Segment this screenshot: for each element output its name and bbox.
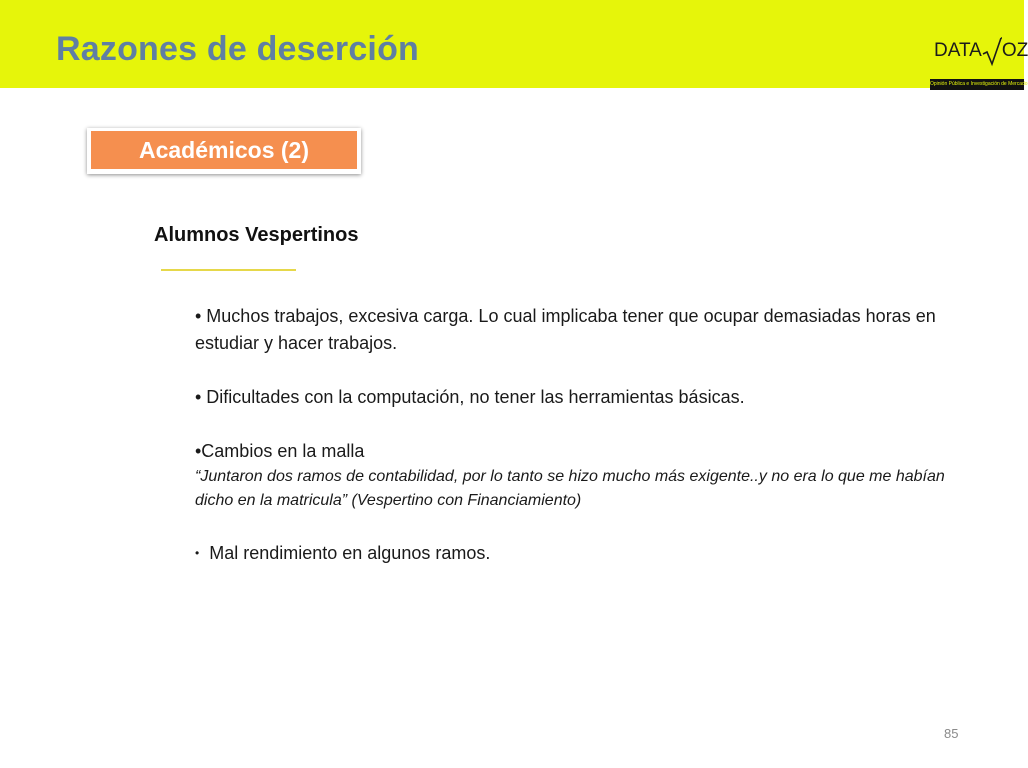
quote-text: “Juntaron dos ramos de contabilidad, por lo tanto se hizo mucho más exigente..y no era lo que me habían dicho en la matricula” (Vespertino con Financiamiento) [195, 468, 945, 509]
bullet-list [195, 303, 975, 567]
subheading: Alumnos Vespertinos [154, 224, 359, 246]
bullet-item: • Muchos trabajos, excesiva carga. Lo cual implicaba tener que ocupar demasiadas horas en estudiar y hacer trabajos. [195, 306, 936, 353]
check-v-icon [982, 36, 1002, 66]
datavoz-logo [928, 34, 1028, 90]
section-tag [87, 128, 361, 174]
bullet-item-text: Mal rendimiento en algunos ramos. [209, 543, 491, 563]
bullet-item: • Dificultades con la computación, no tener las herramientas básicas. [195, 387, 745, 407]
bullet-item: •Cambios en la malla [195, 441, 365, 461]
slide-title: Razones de deserción [56, 30, 420, 68]
logo-tagline: Opinión Pública e Investigación de Mercado [930, 79, 1024, 90]
subheading-underline [161, 269, 296, 271]
section-tag-label: Académicos (2) [91, 131, 357, 169]
bullet-item [195, 540, 975, 567]
logo-wordmark [934, 34, 1028, 68]
logo-word-left: DATA [934, 40, 982, 61]
bullet-marker: • [195, 546, 200, 560]
logo-word-right: OZ [1001, 40, 1028, 61]
page-number: 85 [944, 726, 959, 741]
